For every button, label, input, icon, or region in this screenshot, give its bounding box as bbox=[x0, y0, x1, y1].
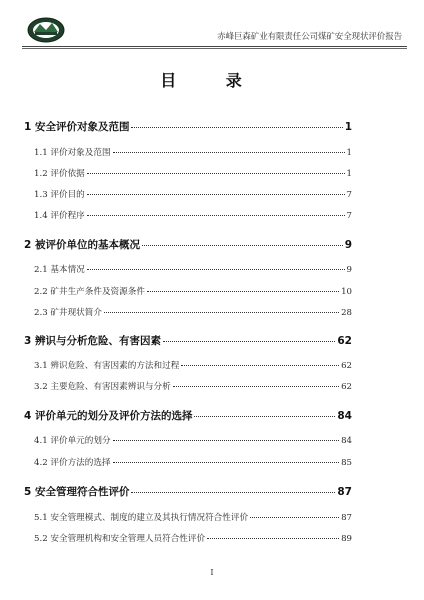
toc-entry-label: 5.1 安全管理模式、制度的建立及其执行情况符合性评价 bbox=[34, 513, 249, 523]
toc-section-entry[interactable] bbox=[34, 434, 352, 446]
footer-page-number: I bbox=[210, 568, 214, 577]
toc-dot-leader bbox=[163, 341, 335, 342]
toc-entry-label: 1.3 评价目的 bbox=[34, 190, 85, 200]
toc-page-number: 62 bbox=[341, 361, 352, 371]
toc-entry-label: 5.2 安全管理机构和安全管理人员符合性评价 bbox=[34, 534, 206, 544]
toc-dot-leader bbox=[131, 127, 342, 128]
company-logo-emblem bbox=[26, 16, 66, 44]
toc-page-number: 87 bbox=[337, 486, 352, 498]
toc-entry-label: 1.4 评价程序 bbox=[34, 211, 85, 221]
toc-page-number: 89 bbox=[341, 534, 352, 544]
toc-page-number: 62 bbox=[337, 335, 352, 347]
toc-page-number: 84 bbox=[337, 410, 352, 422]
toc-dot-leader bbox=[113, 462, 340, 463]
toc-chapter-entry[interactable] bbox=[24, 333, 352, 348]
toc-section-entry[interactable] bbox=[34, 285, 352, 297]
toc-page-number: 7 bbox=[346, 211, 352, 221]
toc-entry-label: 2.3 矿井现状简介 bbox=[34, 308, 102, 318]
toc-page-number: 28 bbox=[341, 308, 352, 318]
toc-section-entry[interactable] bbox=[34, 263, 352, 275]
toc-entry-label: 3.2 主要危险、有害因素辨识与分析 bbox=[34, 382, 171, 392]
toc-dot-leader bbox=[113, 152, 345, 153]
toc-entry-label: 3.1 辨识危险、有害因素的方法和过程 bbox=[34, 361, 180, 371]
toc-section-entry[interactable] bbox=[34, 146, 352, 158]
report-header-title: 赤峰巨森矿业有限责任公司煤矿安全现状评价报告 bbox=[217, 32, 402, 42]
toc-section-entry[interactable] bbox=[34, 167, 352, 179]
toc-entry-label: 2.2 矿井生产条件及资源条件 bbox=[34, 287, 145, 297]
page-title: 目 录 bbox=[160, 71, 264, 90]
toc-dot-leader bbox=[147, 291, 339, 292]
toc-section-entry[interactable] bbox=[34, 306, 352, 318]
toc-dot-leader bbox=[181, 365, 339, 366]
toc-entry-label: 1 安全评价对象及范围 bbox=[24, 121, 130, 133]
toc-dot-leader bbox=[87, 215, 345, 216]
toc-page-number: 1 bbox=[346, 148, 352, 158]
toc-page-number: 84 bbox=[341, 436, 352, 446]
toc-entry-label: 4.1 评价单元的划分 bbox=[34, 436, 111, 446]
toc-entry-label: 4 评价单元的划分及评价方法的选择 bbox=[24, 410, 193, 422]
toc-page-number: 7 bbox=[346, 190, 352, 200]
toc-dot-leader bbox=[131, 492, 335, 493]
toc-chapter-entry[interactable] bbox=[24, 484, 352, 499]
toc-page-number: 1 bbox=[344, 121, 352, 133]
toc-dot-leader bbox=[87, 269, 345, 270]
toc-entry-label: 4.2 评价方法的选择 bbox=[34, 458, 111, 468]
toc-entry-label: 2.1 基本情况 bbox=[34, 265, 85, 275]
toc-dot-leader bbox=[207, 538, 339, 539]
toc-section-entry[interactable] bbox=[34, 511, 352, 523]
toc-section-entry[interactable] bbox=[34, 359, 352, 371]
toc-dot-leader bbox=[173, 386, 339, 387]
toc-page-number: 9 bbox=[344, 239, 352, 251]
toc-entry-label: 3 辨识与分析危险、有害因素 bbox=[24, 335, 161, 347]
toc-entry-label: 5 安全管理符合性评价 bbox=[24, 486, 130, 498]
toc-chapter-entry[interactable] bbox=[24, 237, 352, 252]
header-divider bbox=[22, 46, 407, 49]
toc-section-entry[interactable] bbox=[34, 532, 352, 544]
toc-entry-label: 2 被评价单位的基本概况 bbox=[24, 239, 140, 251]
toc-page-number: 9 bbox=[346, 265, 352, 275]
toc-dot-leader bbox=[113, 440, 340, 441]
toc-chapter-entry[interactable] bbox=[24, 408, 352, 423]
toc-page-number: 10 bbox=[341, 287, 352, 297]
toc-section-entry[interactable] bbox=[34, 209, 352, 221]
toc-dot-leader bbox=[194, 416, 335, 417]
toc-page-number: 1 bbox=[346, 169, 352, 179]
toc-entry-label: 1.1 评价对象及范围 bbox=[34, 148, 111, 158]
toc-dot-leader bbox=[87, 173, 345, 174]
toc-dot-leader bbox=[104, 312, 339, 313]
toc-dot-leader bbox=[87, 194, 345, 195]
toc-page-number: 62 bbox=[341, 382, 352, 392]
toc-page-number: 85 bbox=[341, 458, 352, 468]
toc-entry-label: 1.2 评价依据 bbox=[34, 169, 85, 179]
toc-chapter-entry[interactable] bbox=[24, 119, 352, 134]
toc-section-entry[interactable] bbox=[34, 380, 352, 392]
toc-dot-leader bbox=[142, 245, 343, 246]
toc-dot-leader bbox=[250, 517, 339, 518]
toc-section-entry[interactable] bbox=[34, 188, 352, 200]
page-header bbox=[22, 14, 406, 48]
toc-section-entry[interactable] bbox=[34, 456, 352, 468]
toc-page-number: 87 bbox=[341, 513, 352, 523]
